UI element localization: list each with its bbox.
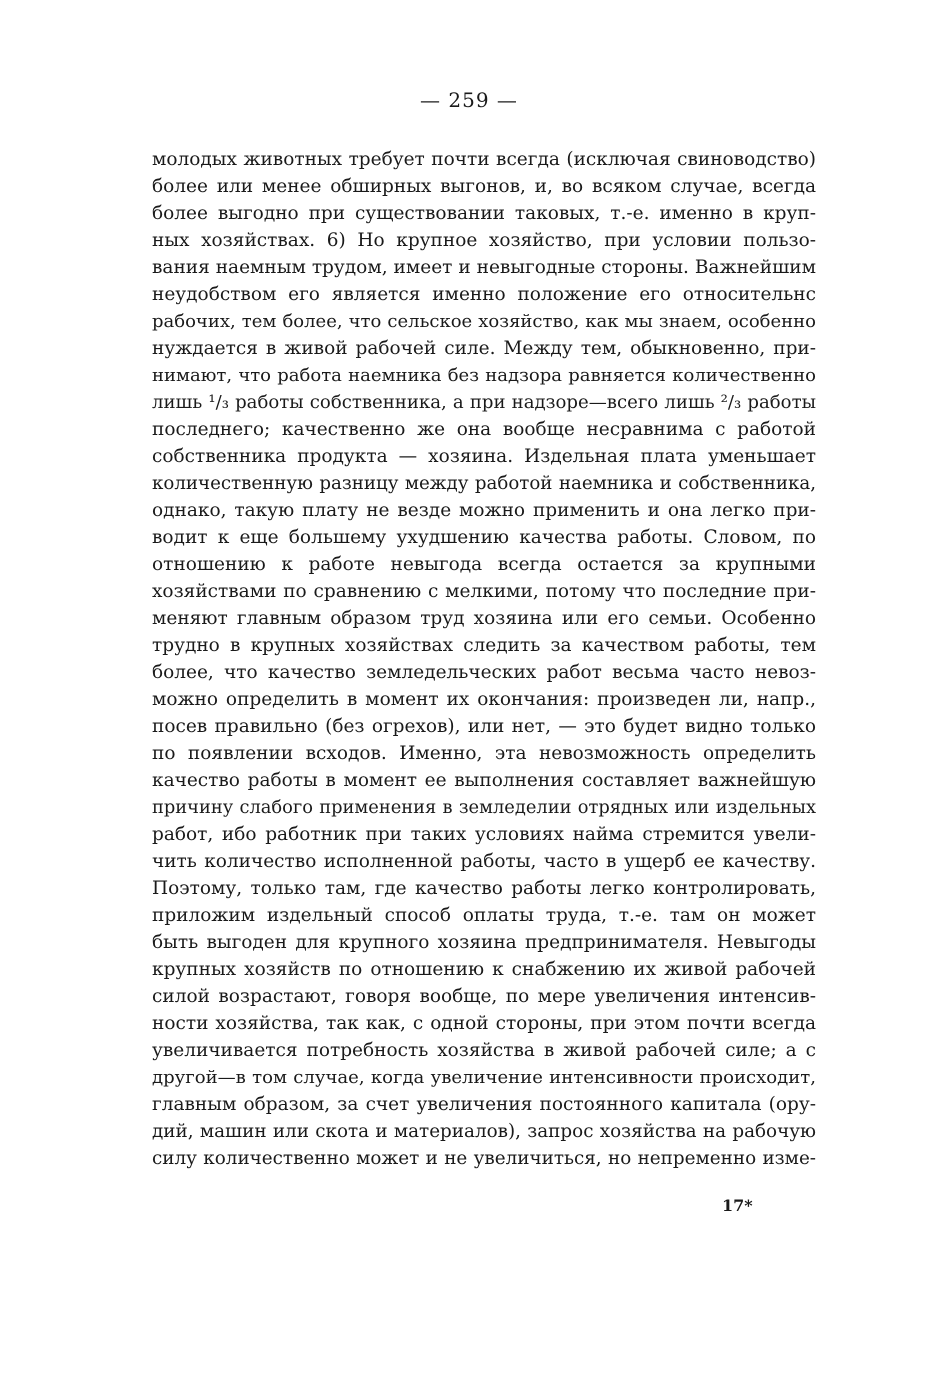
- text-line: главным образом, за счет увеличения постоянного капитала (ору-: [152, 1094, 816, 1115]
- text-line: однако, такую плату не везде можно применить и она легко при-: [152, 500, 816, 521]
- text-line: посев правильно (без огрехов), или нет, — это будет видно только: [152, 716, 816, 737]
- text-line: рабочих, тем более, что сельское хозяйство, как мы знаем, особенно: [152, 311, 816, 332]
- text-line: отношению к работе невыгода всегда остается за крупными: [152, 554, 816, 575]
- text-line: вания наемным трудом, имеет и невыгодные стороны. Важнейшим: [152, 257, 816, 278]
- text-line: молодых животных требует почти всегда (исключая свиноводство): [152, 149, 816, 170]
- text-line: причину слабого применения в земледелии отрядных или издельных: [152, 797, 816, 818]
- text-line: дий, машин или скота и материалов), запрос хозяйства на рабочую: [152, 1121, 816, 1142]
- text-line: силой возрастают, говоря вообще, по мере увеличения интенсив-: [152, 986, 816, 1007]
- text-line: крупных хозяйств по отношению к снабжению их живой рабочей: [152, 959, 816, 980]
- text-line: приложим издельный способ оплаты труда, т.-е. там он может: [152, 905, 816, 926]
- text-line: другой—в том случае, когда увеличение интенсивности происходит,: [152, 1067, 816, 1088]
- text-line: собственника продукта — хозяина. Издельная плата уменьшает: [152, 446, 816, 467]
- text-line: быть выгоден для крупного хозяина предпринимателя. Невыгоды: [152, 932, 816, 953]
- text-line: меняют главным образом труд хозяина или его семьи. Особенно: [152, 608, 816, 629]
- text-line: неудобством его является именно положение его относительнс: [152, 284, 816, 305]
- text-line: ных хозяйствах. 6) Но крупное хозяйство, при условии пользо-: [152, 230, 816, 251]
- text-line: нимают, что работа наемника без надзора равняется количественно: [152, 365, 816, 386]
- text-line: нуждается в живой рабочей силе. Между тем, обыкновенно, при-: [152, 338, 816, 359]
- text-line: качество работы в момент ее выполнения составляет важнейшую: [152, 770, 816, 791]
- text-line: количественную разницу между работой наемника и собственника,: [152, 473, 816, 494]
- body-text: [152, 146, 816, 1172]
- text-line: увеличивается потребность хозяйства в живой рабочей силе; а с: [152, 1040, 816, 1061]
- text-line: более или менее обширных выгонов, и, во всяком случае, всегда: [152, 176, 816, 197]
- text-line: ности хозяйства, так как, с одной стороны, при этом почти всегда: [152, 1013, 816, 1034]
- text-line: последнего; качественно же она вообще несравнима с работой: [152, 419, 816, 440]
- text-line: более, что качество земледельческих работ весьма часто невоз-: [152, 662, 816, 683]
- text-line: силу количественно может и не увеличиться, но непременно изме-: [152, 1148, 816, 1169]
- text-line: более выгодно при существовании таковых, т.-е. именно в круп-: [152, 203, 816, 224]
- page-number: — 259 —: [420, 88, 518, 112]
- text-line: трудно в крупных хозяйствах следить за качеством работы, тем: [152, 635, 816, 656]
- text-line: по появлении всходов. Именно, эта невозможность определить: [152, 743, 816, 764]
- text-line: можно определить в момент их окончания: произведен ли, напр.,: [152, 689, 816, 710]
- text-line: работ, ибо работник при таких условиях найма стремится увели-: [152, 824, 816, 845]
- text-line: чить количество исполненной работы, часто в ущерб ее качеству.: [152, 851, 816, 872]
- text-line: хозяйствами по сравнению с мелкими, потому что последние при-: [152, 581, 816, 602]
- text-line: лишь ¹/₃ работы собственника, а при надзоре—всего лишь ²/₃ работы: [152, 392, 816, 413]
- printer-signature-mark: 17*: [722, 1196, 753, 1215]
- text-line: водит к еще большему ухудшению качества работы. Словом, по: [152, 527, 816, 548]
- text-line: Поэтому, только там, где качество работы легко контролировать,: [152, 878, 816, 899]
